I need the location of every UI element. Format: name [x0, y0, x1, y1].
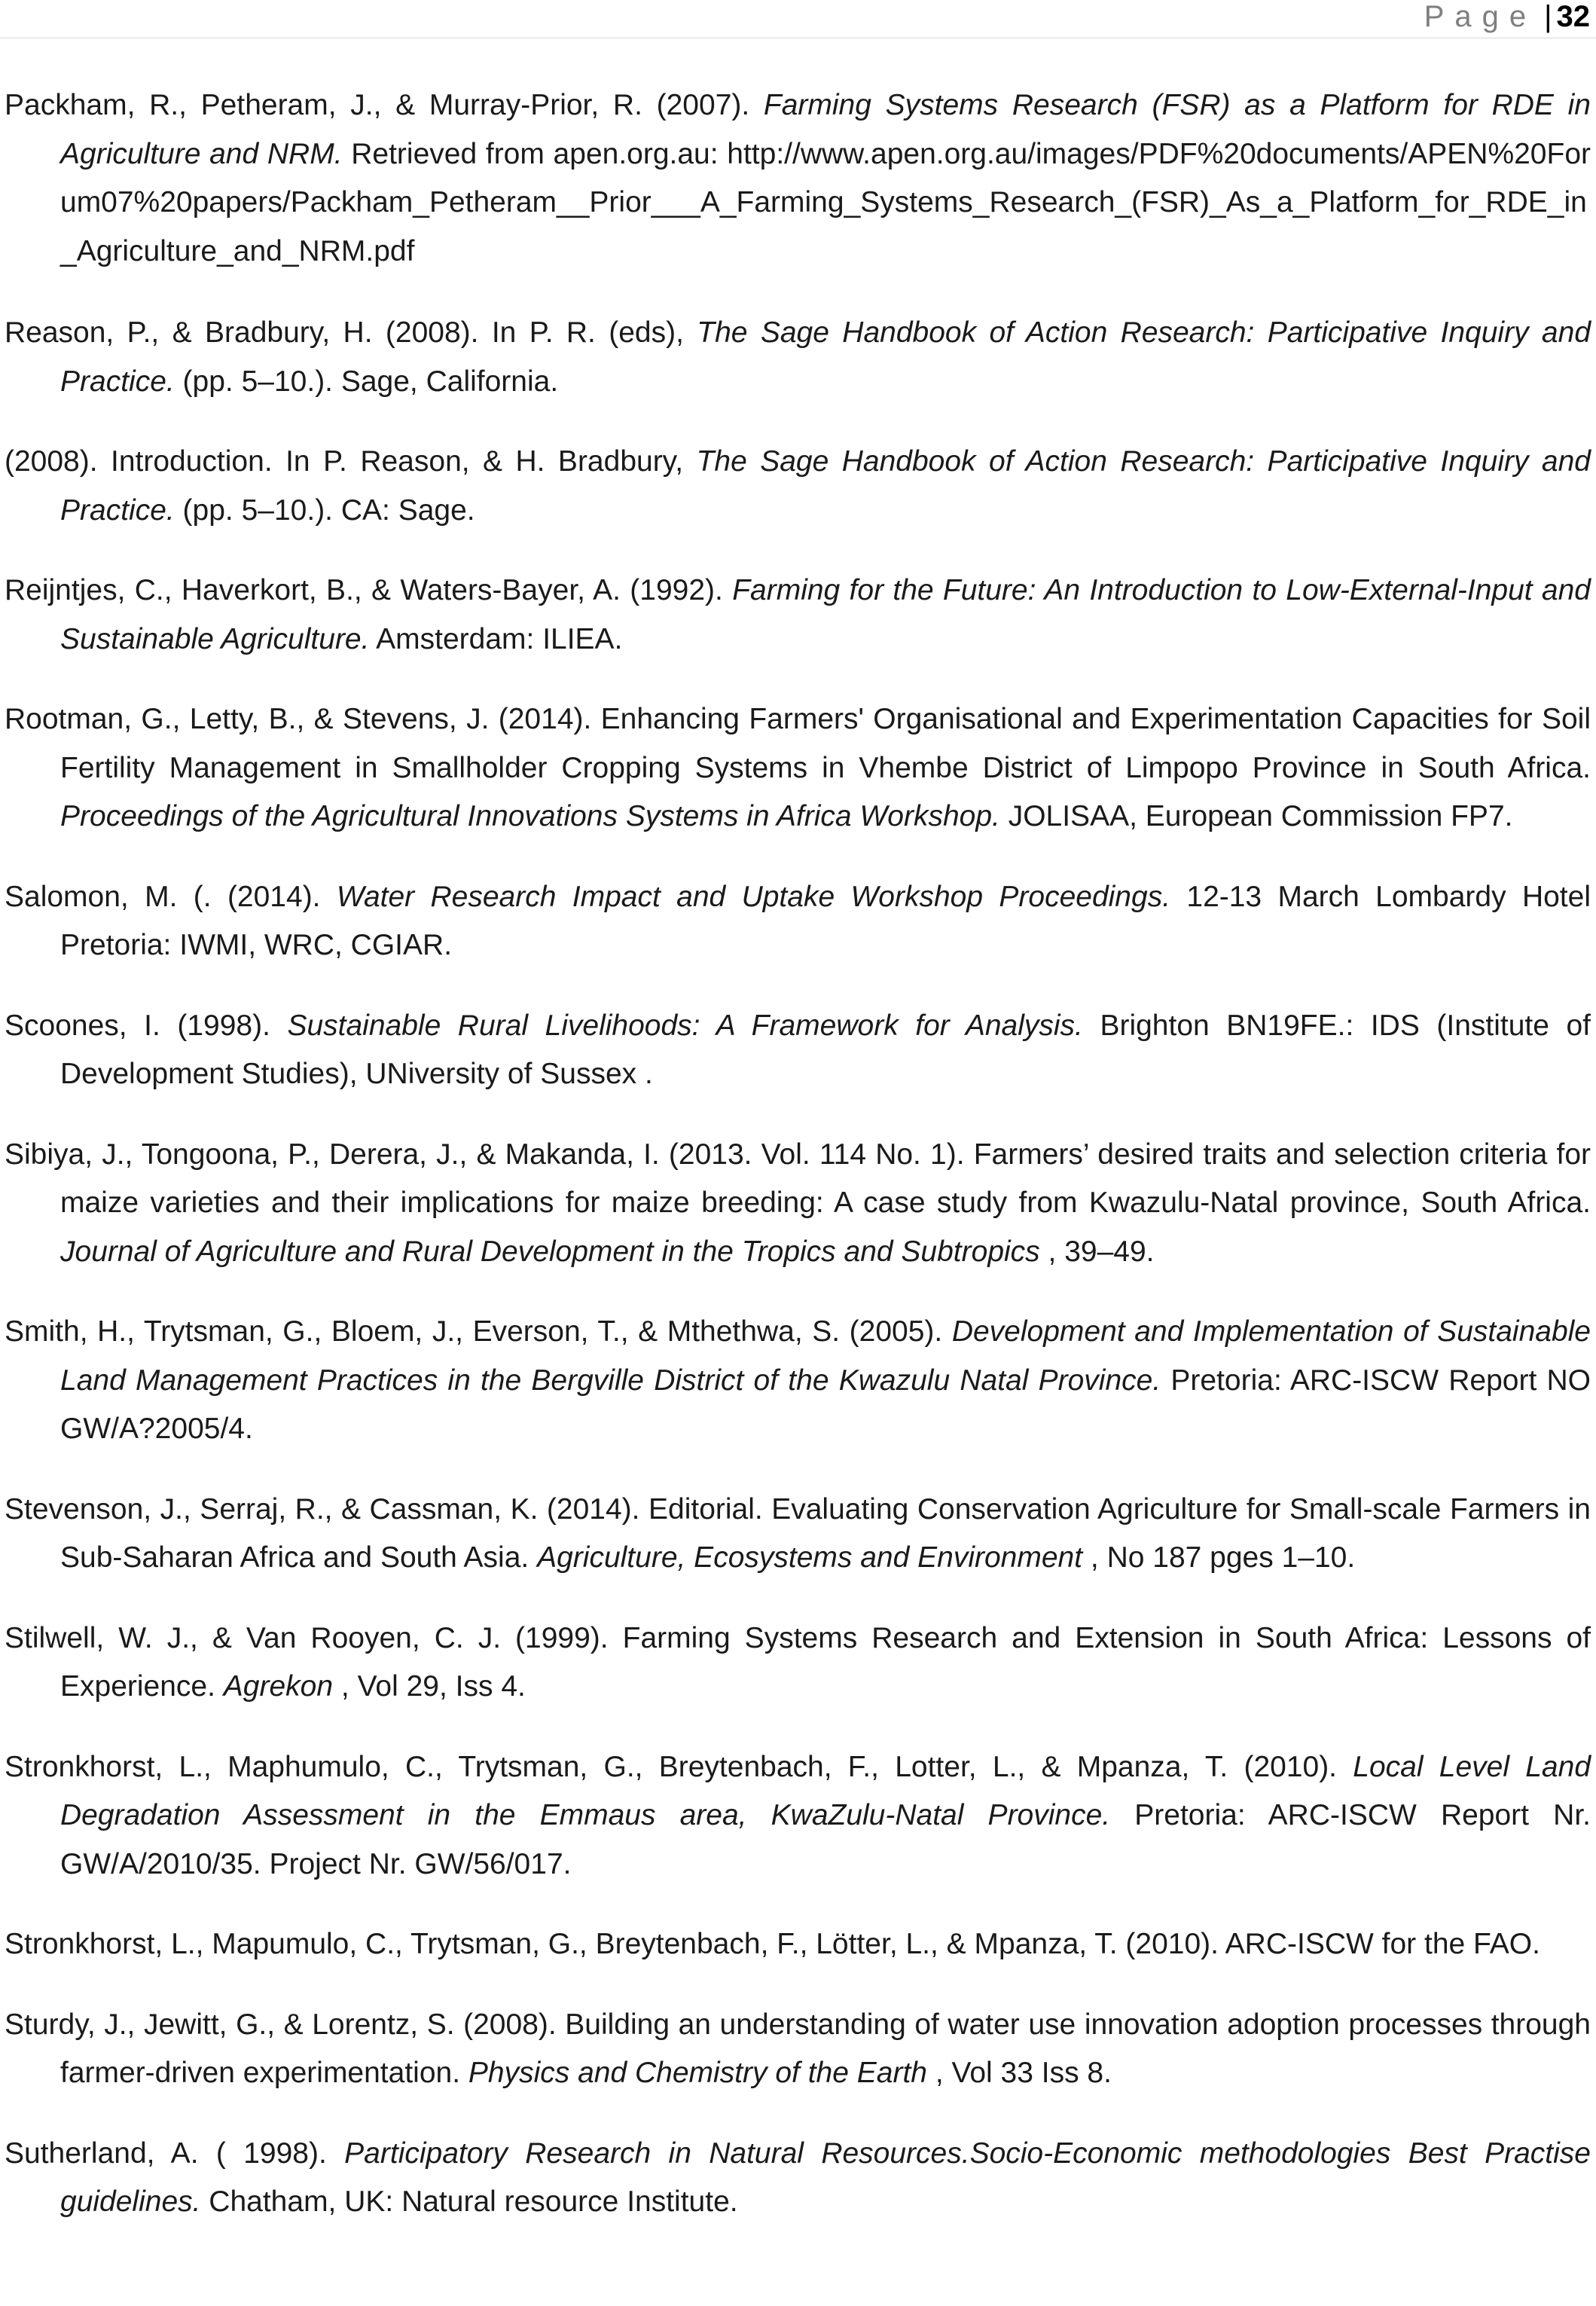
reference-entry [5, 1131, 1591, 1277]
reference-title: Development and Implementation of Sustainable Land Management Practices in the Bergville District of the Kwazulu Natal Province. [60, 1315, 1591, 1397]
reference-title: Agriculture, Ecosystems and Environment [537, 1541, 1083, 1574]
reference-authors: Stevenson, J., Serraj, R., & Cassman, K. (2014). Editorial. Evaluating Conservation Agriculture for Small-scale Farmers in Sub-Saharan Africa and South Asia. [5, 1492, 1591, 1574]
reference-authors: Stilwell, W. J., & Van Rooyen, C. J. (1999). Farming Systems Research and Extension in South Africa: Lessons of Experience. [5, 1621, 1591, 1703]
reference-entry [5, 81, 1591, 276]
reference-title: Proceedings of the Agricultural Innovations Systems in Africa Workshop. [60, 800, 1000, 832]
reference-list [5, 81, 1591, 2259]
reference-title: Agrekon [223, 1670, 334, 1703]
reference-title: The Sage Handbook of Action Research: Participative Inquiry and Practice. [60, 445, 1591, 527]
reference-title: Sustainable Rural Livelihoods: A Framework for Analysis. [287, 1009, 1083, 1042]
reference-authors: Stronkhorst, L., Mapumulo, C., Trytsman, G., Breytenbach, F., Lötter, L., & Mpanza, T. (2010). ARC-ISCW for the FAO. [5, 1928, 1540, 1960]
reference-details: (pp. 5–10.). CA: Sage. [174, 493, 475, 527]
reference-entry [5, 2130, 1591, 2227]
reference-entry [5, 438, 1591, 535]
reference-title: Participatory Research in Natural Resources.Socio-Economic methodologies Best Practise guidelines. [60, 2136, 1591, 2218]
reference-entry [5, 2001, 1591, 2098]
page-header [0, 0, 1596, 38]
reference-authors: Scoones, I. (1998). [5, 1009, 288, 1042]
page-separator: | [1544, 0, 1552, 33]
reference-entry [5, 1743, 1591, 1889]
reference-authors: Sturdy, J., Jewitt, G., & Lorentz, S. (2008). Building an understanding of water use innovation adoption processes through farmer-driven experimentation. [5, 2008, 1591, 2089]
reference-entry [5, 309, 1591, 406]
reference-title: Physics and Chemistry of the Earth [468, 2057, 927, 2089]
reference-details: Chatham, UK: Natural resource Institute. [200, 2185, 738, 2218]
reference-details: , Vol 29, Iss 4. [333, 1670, 526, 1703]
reference-authors: Stronkhorst, L., Maphumulo, C., Trytsman, G., Breytenbach, F., Lotter, L., & Mpanza, T. (2010). [5, 1750, 1353, 1783]
reference-title: Water Research Impact and Uptake Workshop Proceedings. [336, 880, 1171, 913]
reference-details: Pretoria: ARC-ISCW Report NO GW/A?2005/4. [60, 1364, 1591, 1445]
page-number: 32 [1556, 0, 1590, 33]
reference-entry [5, 1614, 1591, 1712]
reference-details: Retrieved from apen.org.au: http://www.apen.org.au/images/PDF%20documents/APEN%20Forum07%20papers/Packham_Petheram__Prior___A_Farming_Systems_Research_(FSR)_As_a_Platform_for_RDE_in_Agriculture_and_NRM.pdf [60, 137, 1591, 267]
reference-title: Farming Systems Research (FSR) as a Platform for RDE in Agriculture and NRM. [60, 89, 1591, 170]
reference-details: Pretoria: ARC-ISCW Report Nr. GW/A/2010/35. Project Nr. GW/56/017. [60, 1799, 1591, 1880]
reference-details: , No 187 pges 1–10. [1082, 1541, 1356, 1574]
reference-authors: Packham, R., Petheram, J., & Murray-Prior, R. (2007). [5, 89, 764, 121]
reference-details: , Vol 33 Iss 8. [926, 2057, 1112, 2089]
reference-authors: Sibiya, J., Tongoona, P., Derera, J., & Makanda, I. (2013. Vol. 114 No. 1). Farmers’ desired traits and selection criteria for maize varieties and their implications for maize breeding: A case study from Kwazulu-Natal province, South Africa. [5, 1138, 1591, 1219]
reference-authors: Salomon, M. (. (2014). [5, 880, 337, 913]
page-number-label [1424, 0, 1590, 33]
reference-details: JOLISAA, European Commission FP7. [999, 800, 1513, 832]
reference-details: 12-13 March Lombardy Hotel Pretoria: IWMI, WRC, CGIAR. [60, 880, 1591, 961]
reference-title: The Sage Handbook of Action Research: Participative Inquiry and Practice. [60, 316, 1591, 398]
reference-entry [5, 873, 1591, 970]
reference-details: (pp. 5–10.). Sage, California. [174, 365, 559, 398]
reference-authors: Reason, P., & Bradbury, H. (2008). In P. R. (eds), [5, 316, 697, 349]
page-word: Page [1424, 0, 1537, 33]
reference-authors: Rootman, G., Letty, B., & Stevens, J. (2014). Enhancing Farmers' Organisational and Experimentation Capacities for Soil Fertility Management in Smallholder Cropping Systems in Vhembe District of Limpopo Province in South Africa. [5, 703, 1591, 784]
reference-entry [5, 1002, 1591, 1099]
reference-authors: (2008). Introduction. In P. Reason, & H. Bradbury, [5, 445, 697, 478]
reference-authors: Smith, H., Trytsman, G., Bloem, J., Everson, T., & Mthethwa, S. (2005). [5, 1315, 952, 1348]
reference-details: Amsterdam: ILIEA. [369, 622, 623, 655]
reference-title: Farming for the Future: An Introduction to Low-External-Input and Sustainable Agriculture. [60, 574, 1591, 655]
reference-entry [5, 1486, 1591, 1583]
reference-details: , 39–49. [1039, 1235, 1155, 1268]
reference-title: Journal of Agriculture and Rural Development in the Tropics and Subtropics [60, 1235, 1040, 1268]
reference-entry [5, 1308, 1591, 1454]
reference-authors: Reijntjes, C., Haverkort, B., & Waters-Bayer, A. (1992). [5, 574, 733, 606]
reference-title: Local Level Land Degradation Assessment in the Emmaus area, KwaZulu-Natal Province. [60, 1750, 1591, 1831]
reference-authors: Sutherland, A. ( 1998). [5, 2136, 345, 2170]
reference-entry [5, 695, 1591, 841]
reference-details: Brighton BN19FE.: IDS (Institute of Development Studies), UNiversity of Sussex . [60, 1009, 1591, 1090]
reference-entry [5, 567, 1591, 664]
reference-entry [5, 1920, 1591, 1969]
